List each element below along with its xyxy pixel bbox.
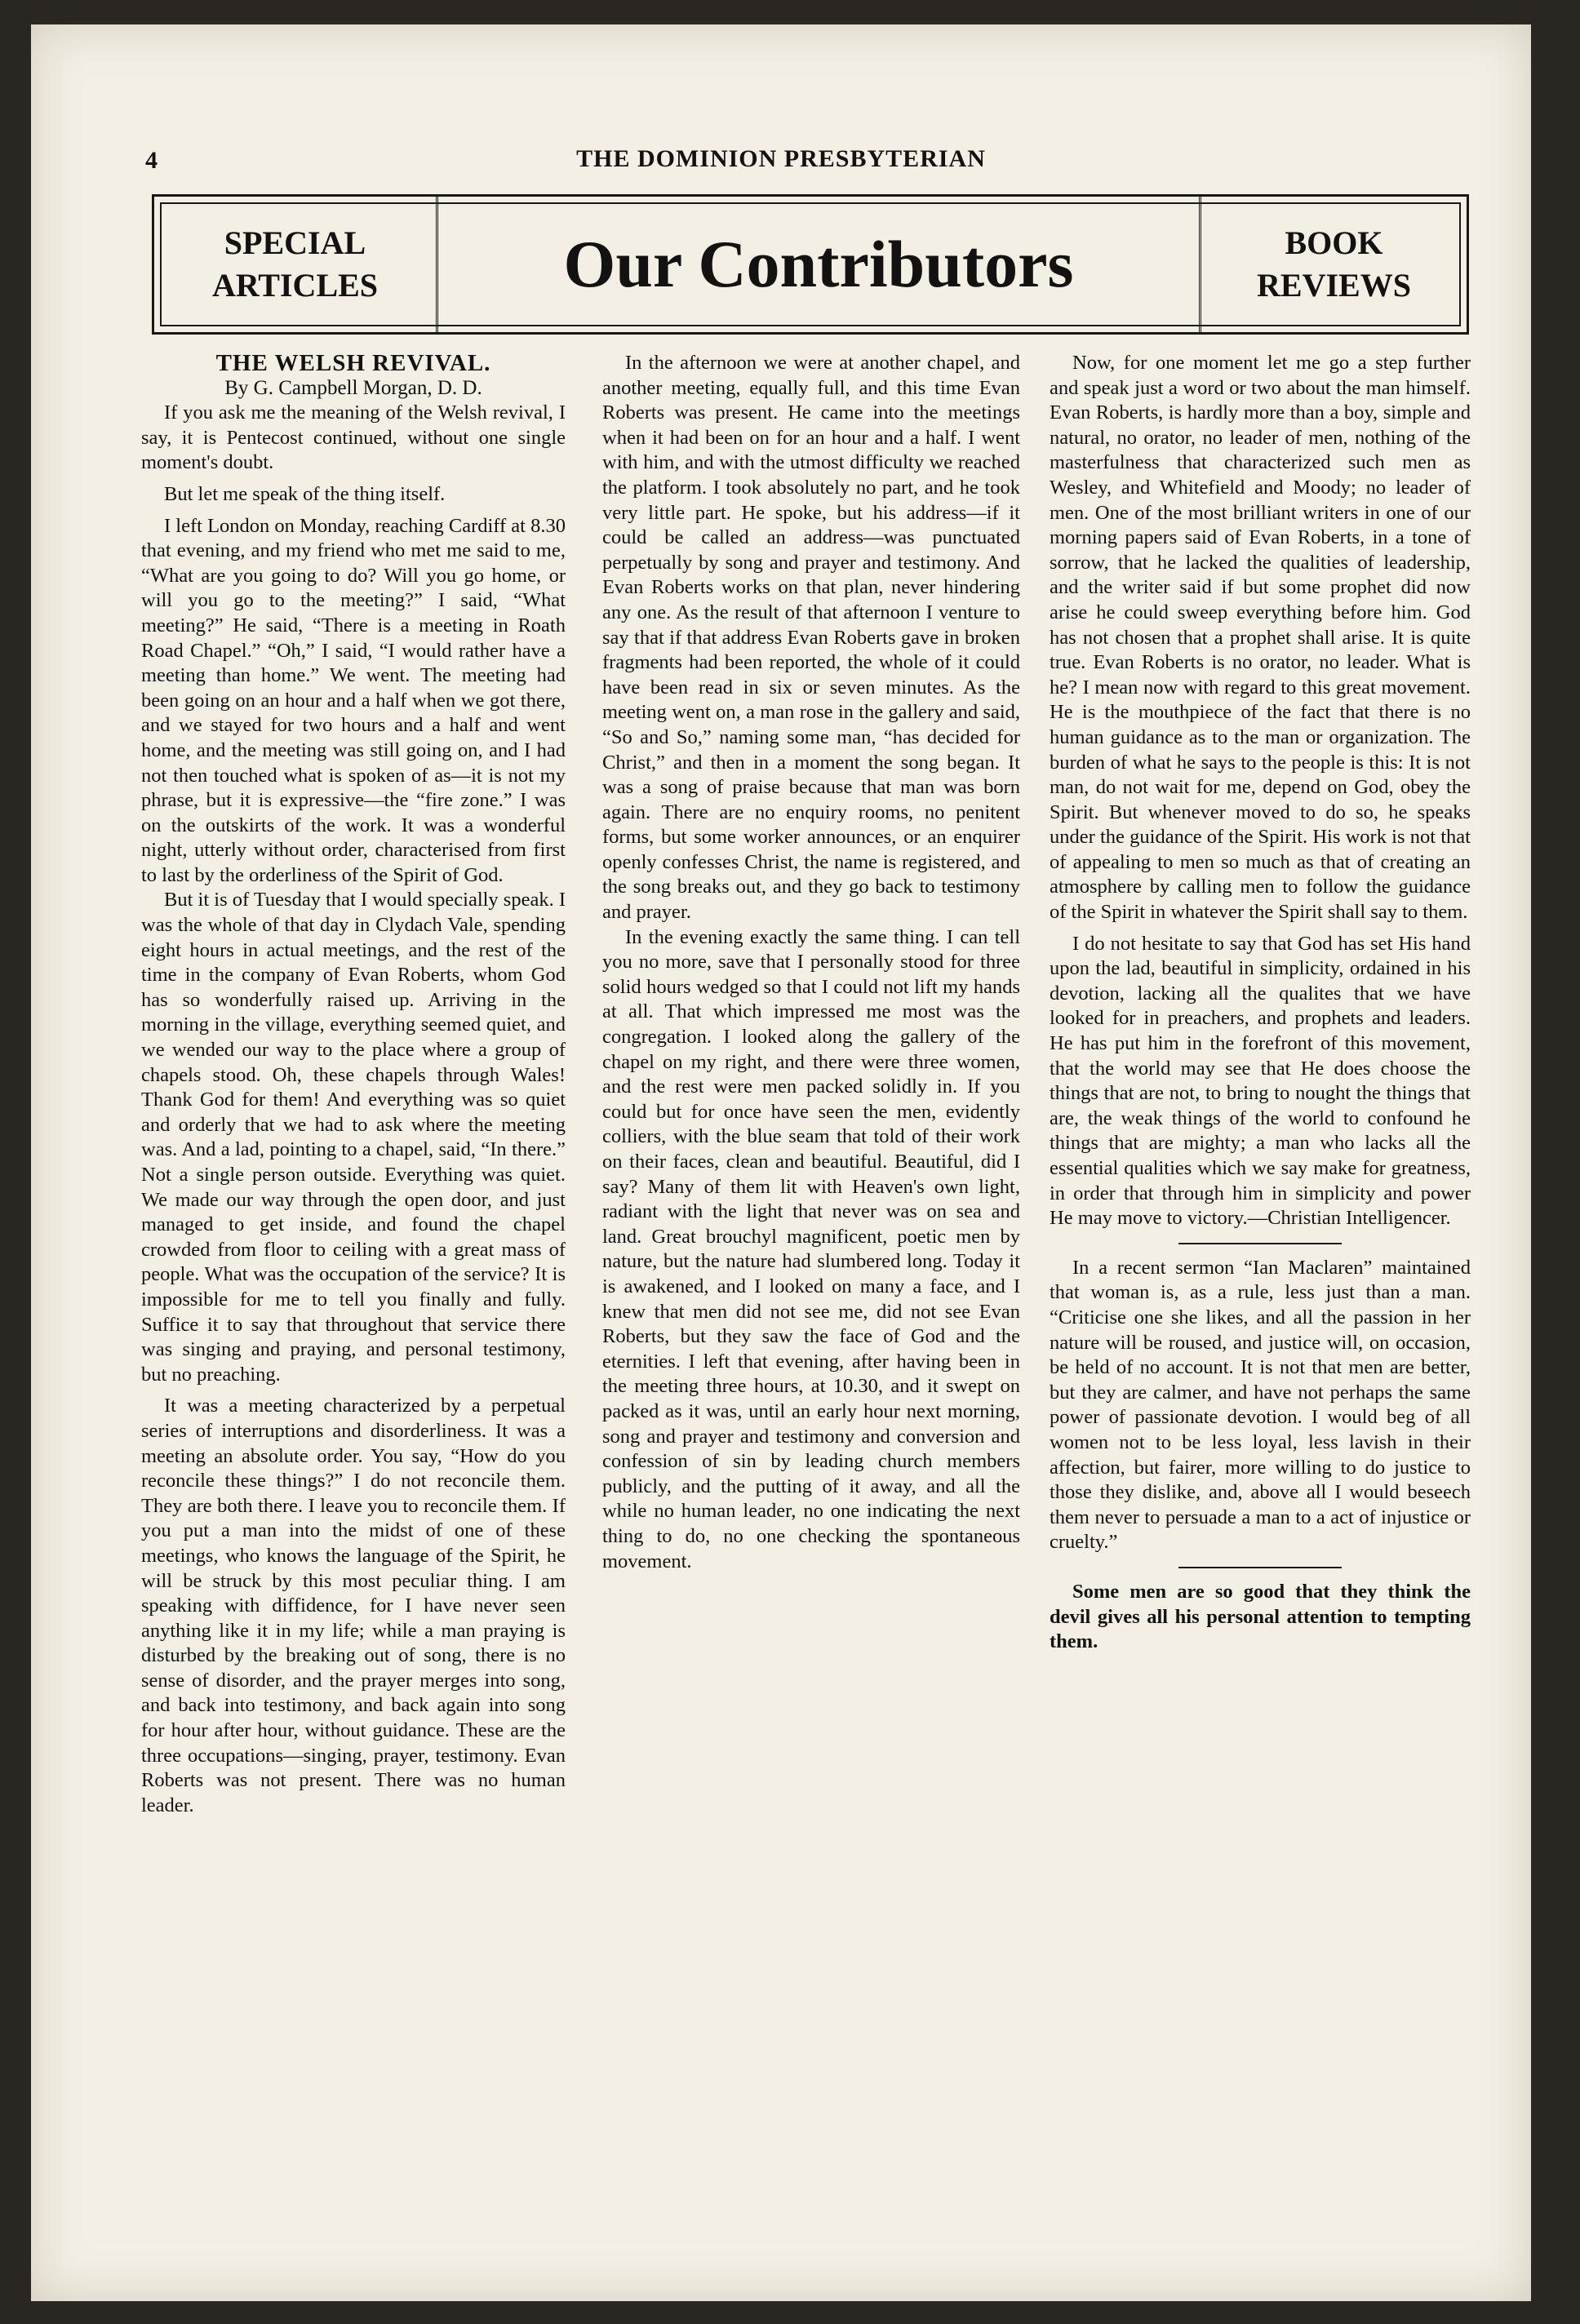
page-number: 4 xyxy=(145,147,158,174)
special-articles-box xyxy=(154,197,438,332)
article-paragraph: But let me speak of the thing itself. xyxy=(164,482,446,505)
divider-rule xyxy=(1178,1243,1342,1244)
closing-note: Some men are so good that they think the devil gives all his personal attention to tempting them. xyxy=(1050,1580,1471,1653)
special-articles-line2: ARTICLES xyxy=(211,267,379,304)
section-banner xyxy=(152,194,1469,335)
publication-title: THE DOMINION PRESBYTERIAN xyxy=(576,145,986,172)
divider-rule xyxy=(1178,1567,1342,1568)
article-paragraph: In the afternoon we were at another chapel, and another meeting, equally full, and this time Evan Roberts was present. He came into the meetings when it had been on for an hour and a half. I went with him, and with the utmost difficulty we reached the platform. I took absolutely no part, and he took very little part. He spoke, but his address—if it could be called an address—was punctuated perpetually by song and prayer and testimony. And Evan Roberts works on that plan, never hindering any one. As the result of that afternoon I venture to say that if that address Evan Roberts gave in broken fragments had been reported, the whole of it could have been read in six or seven minutes. As the meeting went on, a man rose in the gallery and said, “So and So,” naming some man, “has decided for Christ,” and then in a moment the song began. It was a song of praise because that man was born again. There are no enquiry rooms, no penitent forms, but some worker announces, or an enquirer openly confesses Christ, the name is registered, and the song breaks out, and they go back to testimony and prayer. xyxy=(602,352,1020,924)
column-2 xyxy=(602,351,1020,2236)
article-paragraph: Now, for one moment let me go a step further and speak just a word or two about the man himself. Evan Roberts, is hardly more than a boy, simple and natural, no orator, no leader of men, nothing of the masterfulness that characterized such men as Wesley, and Whitefield and Moody; no leader of men. One of the most brilliant writers in one of our morning papers said of Evan Roberts, in a tone of sorrow, that he lacked the qualities of leadership, and the writer said if but some prophet did now arise he could sweep everything before him. God has not chosen that a prophet shall arise. It is quite true. Evan Roberts is no orator, no leader. What is he? I mean now with regard to this great movement. He is the mouthpiece of the fact that there is no human guidance as to the man or organization. The burden of what he says to the people is this: It is not man, do not wait for me, depend on God, obey the Spirit. But whenever moved to do so, he speaks under the guidance of the Spirit. His work is not that of appealing to men so much as that of creating an atmosphere by calling men to follow the guidance of the Spirit in whatever the Spirit shall say to them. xyxy=(1050,352,1471,924)
article-title: THE WELSH REVIVAL. xyxy=(215,351,491,376)
article-byline: By G. Campbell Morgan, D. D. xyxy=(224,376,482,399)
newspaper-page xyxy=(31,24,1531,2301)
article-paragraph: But it is of Tuesday that I would specially speak. I was the whole of that day in Clydach Vale, spending eight hours in actual meetings, and the rest of the time in the company of Evan Roberts, whom God has so wonderfully raised up. Arriving in the morning in the village, everything seemed quiet, and we wended our way to the place where a group of chapels stood. Oh, these chapels through Wales! Thank God for them! And everything was so quiet and orderly that we had to ask where the meeting was. And a lad, pointing to a chapel, said, “In there.” Not a single person outside. Everything was quiet. We made our way through the open door, and just managed to get inside, and found the chapel crowded from floor to ceiling with a great mass of people. What was the occupation of the service? It is impossible for me to tell you finally and fully. Suffice it to say that throughout that service there was singing and praying, and personal testimony, but no preaching. xyxy=(141,889,566,1386)
column-3 xyxy=(1050,351,1471,2236)
column-1 xyxy=(141,351,566,2236)
article-paragraph: It was a meeting characterized by a perpetual series of interruptions and disorderliness. It was a meeting an absolute order. You say, “How do you reconcile these things?” I do not reconcile them. They are both there. I leave you to reconcile them. If you put a man into the midst of one of these meetings, who knows the language of the Spirit, he will be struck by this most peculiar thing. I am speaking with diffidence, for I have never seen anything like it in my life; while a man praying is disturbed by the breaking out of song, there is no sense of disorder, and the prayer merges into song, and back into testimony, and back again into song for hour after hour, without guidance. These are the three occupations—singing, prayer, testimony. Evan Roberts was not present. There was no human leader. xyxy=(141,1395,566,1816)
special-articles-line1: SPECIAL xyxy=(224,224,366,261)
section-title: Our Contributors xyxy=(563,227,1074,301)
maclaren-note: In a recent sermon “Ian Maclaren” maintained that woman is, as a rule, less just than a man. “Criticise one she likes, and all the passion in her nature will be roused, and justice will, on occasion, be held of no account. It is not that men are better, but they are calmer, and have not perhaps the same power of passionate devotion. I would beg of all women not to be less loyal, less lavish in their affection, but fairer, more willing to do justice to those they dislike, and, above all I would beseech them never to persuade a man to a act of injustice or cruelty.” xyxy=(1050,1256,1471,1554)
book-reviews-line1: BOOK xyxy=(1285,224,1383,261)
article-paragraph: I do not hesitate to say that God has set His hand upon the lad, beautiful in simplicity, ordained in his devotion, lacking all the qualites that we have looked for in preachers, and prophets and leaders. He has put him in the forefront of this movement, that the world may see that He does choose the things that are not, to bring to nought the things that are, the weak things of the world to confound he things that are mighty; a man who lacks all the essential qualities which we say make for greatness, in order that through him in simplicity and power He may move to victory.—Christian Intelligencer. xyxy=(1050,932,1471,1230)
book-reviews-box xyxy=(1199,197,1467,332)
article-paragraph: If you ask me the meaning of the Welsh revival, I say, it is Pentecost continued, without one single moment's doubt. xyxy=(141,401,566,474)
article-paragraph: In the evening exactly the same thing. I can tell you no more, save that I personally stood for three solid hours wedged so that I could not lift my hands at all. That which impressed me most was the congregation. I looked along the gallery of the chapel on my right, and there were three women, and the rest were men packed solidly in. If you could but for once have seen the men, evidently colliers, with the blue seam that told of their work on their faces, clean and beautiful. Beautiful, did I say? Many of them lit with Heaven's own light, radiant with the light that never was on sea and land. Great brouchyl magnificent, poetic men by nature, but the nature had slumbered long. Today it is awakened, and I looked on many a face, and I knew that men did not see me, did not see Evan Roberts, but they saw the face of God and the eternities. I left that evening, after having been in the meeting three hours, at 10.30, and it swept on packed as it was, until an early hour next morning, song and prayer and testimony and conversion and confession of sin by leading church members publicly, and the putting of it away, and all the while no human leader, no one indicating the next thing to do, no one checking the spontaneous movement. xyxy=(602,925,1020,1572)
article-paragraph: I left London on Monday, reaching Cardiff at 8.30 that evening, and my friend who met me said to me, “What are you going to do? Will you go home, or will you go to the meeting?” I said, “What meeting?” He said, “There is a meeting in Roath Road Chapel.” “Oh,” I said, “I would rather have a meeting than home.” We went. The meeting had been going on an hour and a half when we got there, and we stayed for two hours and a half and went home, and the meeting was still going on, and I had not then touched what is spoken of as—it is not my phrase, but it is expressive—the “fire zone.” I was on the outskirts of the work. It was a wonderful night, utterly without order, characterised from first to last by the orderliness of the Spirit of God. xyxy=(141,514,566,886)
book-reviews-line2: REVIEWS xyxy=(1257,267,1411,304)
